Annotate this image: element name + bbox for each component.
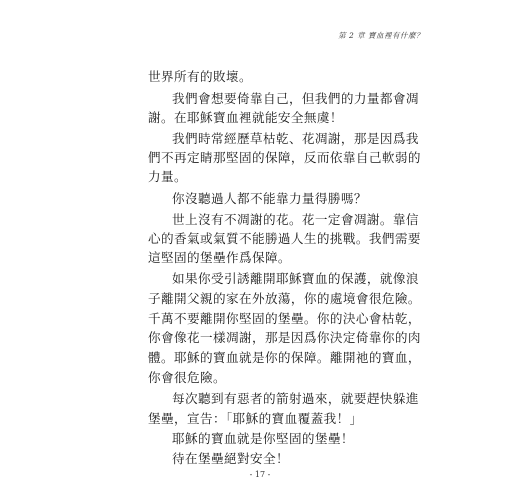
body-line: 我們會想要倚靠自己，但我們的力量都會凋 [172, 91, 419, 106]
body-line: 你會很危險。 [148, 370, 226, 385]
body-line: 如果你受引誘離開耶穌寶血的保護，就像浪 [172, 271, 419, 286]
body-line: 你會像花一樣凋謝，那是因爲你決定倚靠你的肉 [148, 330, 421, 345]
body-line: 堡壘，宣告：「耶穌的寶血覆蓋我！」 [148, 411, 363, 426]
body-line: 心的香氣或氣質不能勝過人生的挑戰。我們需要 [148, 231, 421, 246]
body-line: 謝。在耶穌寶血裡就能安全無虞！ [148, 110, 343, 125]
body-line: 這堅固的堡壘作爲保障。 [148, 250, 291, 265]
body-line: 耶穌的寶血就是你堅固的堡壘！ [172, 431, 354, 446]
page-number: - 17 - [249, 470, 271, 479]
body-line: 子離開父親的家在外放蕩，你的處境會很危險。 [148, 291, 421, 306]
body-line: 千萬不要離開你堅固的堡壘。你的決心會枯乾， [148, 311, 421, 326]
body-line: 們不再定睛那堅固的保障，反而依靠自己軟弱的 [148, 150, 421, 165]
body-line: 我們時常經歷草枯乾、花凋謝，那是因爲我 [172, 131, 419, 146]
body-line: 世上沒有不凋謝的花。花一定會凋謝。靠信 [172, 212, 419, 227]
body-line: 你沒聽過人都不能靠力量得勝嗎？ [172, 191, 367, 206]
body-line: 力量。 [148, 169, 187, 184]
body-line: 待在堡壘絕對安全！ [172, 451, 289, 466]
body-line: 世界所有的敗壞。 [148, 69, 252, 84]
running-head: 第 2 章 寶血裡有什麼？ [338, 31, 424, 40]
body-line: 每次聽到有惡者的箭射過來，就要趕快躲進 [172, 391, 419, 406]
body-line: 體。耶穌的寶血就是你的保障。離開祂的寶血， [148, 350, 421, 365]
